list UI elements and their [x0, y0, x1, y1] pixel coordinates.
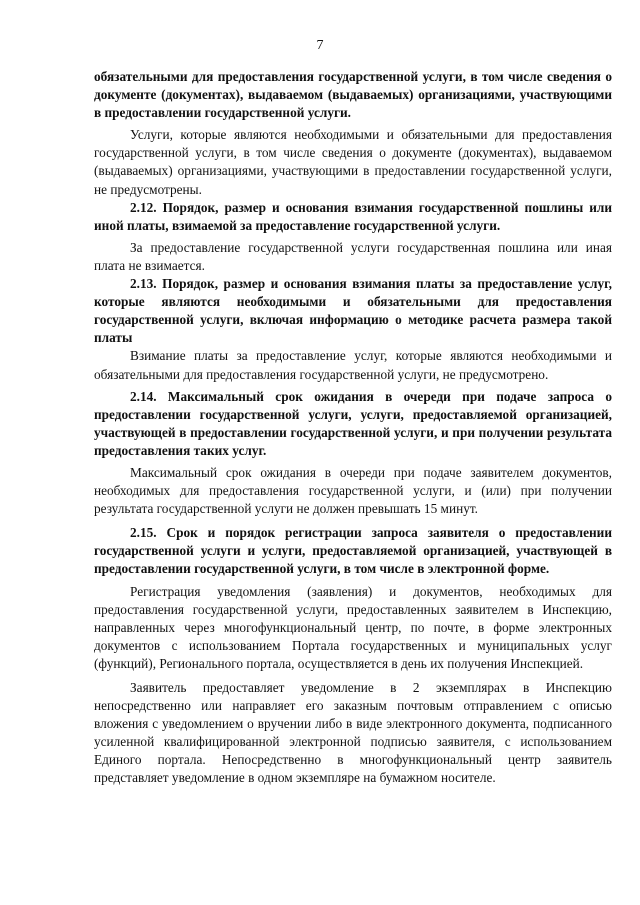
paragraph-notification-submission: Заявитель предоставляет уведомление в 2 экземплярах в Инспекцию непосредственно или направляет его заказным почтовым отправлением с описью вложения с уведомлением о вручении либо в виде электронного документа, подписанного усиленной квалифицированной электронной подписью заявителя, с использованием Единого портала. Непосредственно в многофункциональный центр заявитель представляет уведомление в одном экземпляре на бумажном носителе. [94, 680, 612, 786]
document-body [94, 68, 612, 788]
paragraph-no-required-services: Услуги, которые являются необходимыми и обязательными для предоставления государственной услуги, в том числе сведения о документе (документах), выдаваемом (выдаваемых) организациями, участвующими в предоставлении государственной услуги, не предусмотрены. [94, 127, 612, 197]
paragraph-fee-not-provided: Взимание платы за предоставление услуг, которые являются необходимыми и обязательными для предоставления государственной услуги, не предусмотрено. [94, 348, 612, 382]
section-heading-2-12: 2.12. Порядок, размер и основания взимания государственной пошлины или иной платы, взимаемой за предоставление государственной услуги. [94, 199, 612, 233]
section-heading-2-15: 2.15. Срок и порядок регистрации запроса заявителя о предоставлении государственной услуги и услуги, предоставляемой организацией, участвующей в предоставлении государственной услуги, в том числе в электронной форме. [94, 525, 612, 577]
paragraph-no-fee: За предоставление государственной услуги государственная пошлина или иная плата не взимается. [94, 239, 612, 273]
paragraph-max-waiting-time: Максимальный срок ожидания в очереди при подаче заявителем документов, необходимых для предоставления государственной услуги, и (или) при получении результата государственной услуги не должен превышать 15 минут. [94, 464, 612, 517]
paragraph-registration: Регистрация уведомления (заявления) и документов, необходимых для предоставления государственной услуги, предоставленных заявителем в Инспекцию, направленных через многофункциональный центр, по почте, в форме электронных документов с использованием Портала государственных и муниципальных услуг (функций), Регионального портала, осуществляется в день их получения Инспекцией. [94, 583, 612, 671]
section-heading-2-14: 2.14. Максимальный срок ожидания в очереди при подаче запроса о предоставлении государственной услуги, услуги, предоставляемой организацией, участвующей в предоставлении государственной услуги, и при получении результата предоставления таких услуг. [94, 388, 612, 458]
section-heading-2-13: 2.13. Порядок, размер и основания взимания платы за предоставление услуг, которые являются необходимыми и обязательными для предоставления государственной услуги, включая информацию о методике расчета размера такой платы [94, 276, 612, 346]
paragraph-continuation-heading: обязательными для предоставления государственной услуги, в том числе сведения о документе (документах), выдаваемом (выдаваемых) организациями, участвующими в предоставлении государственной услуги. [94, 69, 612, 121]
page-number: 7 [316, 38, 324, 53]
